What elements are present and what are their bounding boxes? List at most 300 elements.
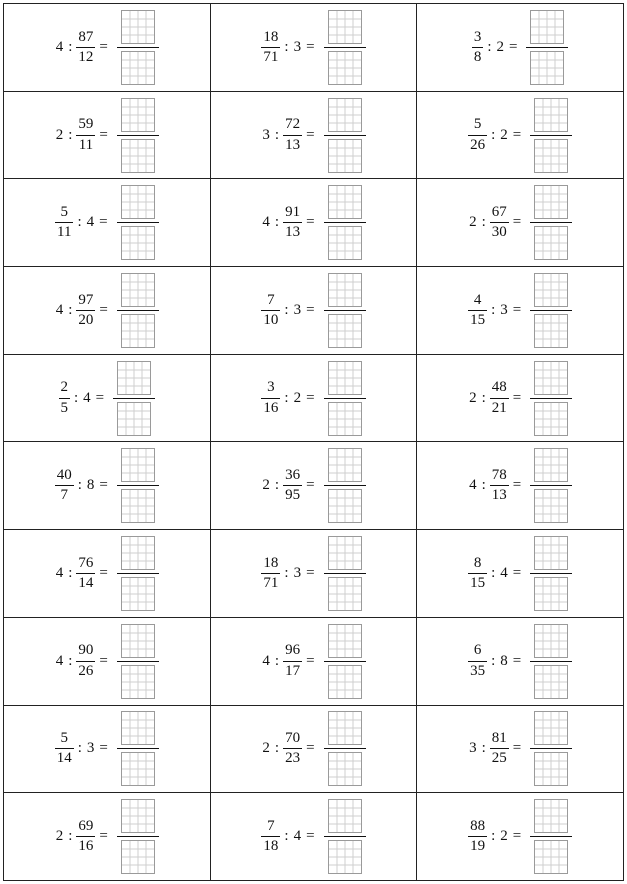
numerator: 67 — [491, 203, 507, 220]
numerator: 3 — [473, 28, 482, 45]
fraction — [283, 642, 302, 680]
division-sign: : — [284, 38, 289, 55]
problem-row — [4, 617, 624, 705]
fraction — [261, 818, 280, 856]
whole-number: 2 — [496, 38, 504, 55]
problem-cell — [4, 442, 211, 530]
denominator: 23 — [285, 750, 301, 767]
answer-fraction — [117, 10, 159, 85]
denominator-answer-box[interactable] — [121, 226, 155, 260]
denominator-answer-box[interactable] — [530, 51, 564, 85]
division-expression — [59, 361, 156, 436]
answer-fraction — [117, 98, 159, 173]
equals-sign: = — [512, 214, 522, 231]
division-expression — [468, 361, 572, 436]
fraction — [468, 555, 487, 593]
problem-row — [4, 179, 624, 267]
answer-fraction-bar — [117, 135, 159, 136]
numerator-answer-box[interactable] — [121, 448, 155, 482]
answer-fraction — [324, 711, 366, 786]
problem — [211, 355, 417, 441]
denominator: 71 — [263, 574, 279, 591]
answer-fraction-bar — [530, 398, 572, 399]
problem-cell — [417, 530, 624, 618]
denominator-answer-box[interactable] — [534, 314, 568, 348]
answer-fraction — [324, 98, 366, 173]
problem — [4, 267, 210, 353]
division-expression — [468, 536, 572, 611]
division-sign: : — [284, 564, 289, 581]
equals-sign: = — [306, 389, 315, 406]
denominator-answer-box[interactable] — [328, 226, 362, 260]
division-sign: : — [491, 301, 496, 318]
fraction — [76, 818, 95, 856]
answer-fraction — [530, 711, 572, 786]
answer-fraction — [530, 273, 572, 348]
whole-number: 2 — [262, 477, 270, 494]
answer-fraction — [117, 273, 159, 348]
answer-fraction-bar — [530, 135, 572, 136]
denominator-answer-box[interactable] — [328, 139, 362, 173]
fraction — [55, 730, 74, 768]
answer-fraction — [530, 98, 572, 173]
whole-number: 3 — [293, 301, 302, 318]
division-sign: : — [284, 828, 289, 845]
denominator: 30 — [491, 224, 507, 241]
division-sign: : — [491, 652, 496, 669]
denominator: 17 — [285, 662, 301, 679]
answer-fraction-bar — [530, 661, 572, 662]
problem-cell — [417, 617, 624, 705]
answer-fraction — [526, 10, 568, 85]
denominator-answer-box[interactable] — [121, 840, 155, 874]
equals-sign: = — [512, 477, 522, 494]
numerator: 48 — [491, 379, 507, 396]
division-sign: : — [74, 389, 79, 406]
denominator-answer-box[interactable] — [121, 139, 155, 173]
problem — [417, 180, 623, 266]
denominator: 13 — [285, 224, 301, 241]
whole-number: 4 — [500, 564, 508, 581]
problem-cell — [210, 91, 417, 179]
denominator-answer-box[interactable] — [328, 752, 362, 786]
answer-fraction — [530, 536, 572, 611]
fraction — [76, 555, 95, 593]
denominator-answer-box[interactable] — [328, 577, 362, 611]
numerator: 7 — [267, 291, 275, 308]
division-sign: : — [284, 389, 289, 406]
denominator-answer-box[interactable] — [534, 752, 568, 786]
numerator: 90 — [78, 642, 94, 659]
problem — [417, 443, 623, 529]
numerator-answer-box[interactable] — [121, 799, 155, 833]
answer-fraction-bar — [117, 748, 159, 749]
numerator-answer-box[interactable] — [121, 273, 155, 307]
equals-sign: = — [512, 126, 522, 143]
answer-fraction-bar — [117, 222, 159, 223]
equals-sign: = — [512, 740, 522, 757]
answer-fraction — [530, 799, 572, 874]
problem-cell — [4, 179, 211, 267]
numerator: 70 — [285, 730, 301, 747]
whole-number: 4 — [293, 828, 302, 845]
denominator-answer-box[interactable] — [328, 51, 362, 85]
denominator-answer-box[interactable] — [534, 226, 568, 260]
denominator: 20 — [78, 311, 94, 328]
answer-fraction-bar — [530, 748, 572, 749]
division-expression — [55, 185, 159, 260]
fraction — [261, 29, 280, 67]
answer-fraction-bar — [117, 836, 159, 837]
problem — [211, 618, 417, 704]
equals-sign: = — [99, 828, 108, 845]
equals-sign: = — [95, 389, 105, 406]
problem-row — [4, 442, 624, 530]
denominator-answer-box[interactable] — [117, 402, 151, 436]
division-expression — [261, 185, 365, 260]
denominator: 14 — [78, 574, 94, 591]
division-sign: : — [274, 126, 280, 143]
equals-sign: = — [509, 38, 518, 55]
numerator: 96 — [285, 642, 301, 659]
fraction — [261, 379, 280, 417]
numerator-answer-box[interactable] — [328, 273, 362, 307]
equals-sign: = — [306, 301, 315, 318]
problem-row — [4, 91, 624, 179]
division-expression — [261, 273, 365, 348]
answer-fraction-bar — [530, 310, 572, 311]
numerator-answer-box[interactable] — [121, 185, 155, 219]
problem-row — [4, 267, 624, 355]
problem-cell — [4, 91, 211, 179]
equals-sign: = — [512, 564, 522, 581]
division-sign: : — [77, 740, 82, 757]
division-sign: : — [481, 740, 486, 757]
denominator-answer-box[interactable] — [328, 840, 362, 874]
denominator-answer-box[interactable] — [328, 665, 362, 699]
numerator-answer-box[interactable] — [534, 361, 568, 395]
answer-fraction-bar — [530, 836, 572, 837]
division-expression — [55, 273, 159, 348]
problem — [4, 4, 210, 90]
numerator: 18 — [263, 554, 279, 571]
denominator: 13 — [491, 487, 507, 504]
whole-number: 2 — [55, 126, 64, 143]
numerator: 5 — [60, 730, 68, 747]
answer-fraction-bar — [324, 748, 366, 749]
denominator: 16 — [263, 399, 279, 416]
whole-number: 3 — [262, 126, 270, 143]
numerator-answer-box[interactable] — [530, 10, 564, 44]
answer-fraction — [117, 536, 159, 611]
equals-sign: = — [306, 38, 315, 55]
problem — [4, 443, 210, 529]
numerator: 78 — [491, 467, 507, 484]
denominator-answer-box[interactable] — [328, 314, 362, 348]
numerator-answer-box[interactable] — [328, 361, 362, 395]
division-sign: : — [487, 38, 492, 55]
fraction — [76, 116, 95, 154]
numerator-answer-box[interactable] — [534, 624, 568, 658]
division-sign: : — [481, 389, 486, 406]
numerator: 40 — [56, 467, 72, 484]
whole-number: 2 — [469, 214, 477, 231]
numerator-answer-box[interactable] — [121, 624, 155, 658]
denominator: 19 — [470, 838, 486, 855]
numerator: 8 — [473, 554, 482, 571]
problem-cell — [210, 530, 417, 618]
numerator: 2 — [60, 379, 68, 396]
numerator: 18 — [263, 28, 279, 45]
denominator-answer-box[interactable] — [328, 402, 362, 436]
division-expression — [468, 98, 572, 173]
answer-fraction-bar — [530, 485, 572, 486]
problem-cell — [210, 442, 417, 530]
answer-fraction — [530, 185, 572, 260]
whole-number: 2 — [500, 126, 508, 143]
problem-cell — [417, 91, 624, 179]
problem — [417, 618, 623, 704]
whole-number: 4 — [55, 38, 64, 55]
numerator-answer-box[interactable] — [534, 273, 568, 307]
problem — [211, 267, 417, 353]
division-sign: : — [68, 126, 73, 143]
division-sign: : — [284, 301, 289, 318]
problem-cell — [4, 617, 211, 705]
division-expression — [261, 536, 365, 611]
problem-cell — [210, 793, 417, 881]
denominator: 26 — [78, 662, 94, 679]
problem — [4, 706, 210, 792]
numerator-answer-box[interactable] — [534, 448, 568, 482]
numerator-answer-box[interactable] — [328, 448, 362, 482]
numerator-answer-box[interactable] — [121, 536, 155, 570]
numerator-answer-box[interactable] — [534, 711, 568, 745]
whole-number: 2 — [469, 389, 477, 406]
numerator: 76 — [78, 554, 94, 571]
numerator-answer-box[interactable] — [328, 10, 362, 44]
problem — [211, 180, 417, 266]
answer-fraction — [324, 799, 366, 874]
denominator: 25 — [491, 750, 507, 767]
division-expression — [468, 799, 572, 874]
answer-fraction-bar — [324, 485, 366, 486]
answer-fraction — [324, 185, 366, 260]
fraction — [490, 730, 509, 768]
problem — [4, 92, 210, 178]
division-sign: : — [68, 301, 73, 318]
denominator: 95 — [285, 487, 301, 504]
fraction — [490, 379, 509, 417]
fraction — [472, 29, 484, 67]
answer-fraction-bar — [324, 310, 366, 311]
fraction — [283, 730, 302, 768]
denominator: 26 — [470, 136, 486, 153]
numerator-answer-box[interactable] — [534, 536, 568, 570]
numerator: 88 — [470, 817, 486, 834]
answer-fraction-bar — [324, 135, 366, 136]
problem-cell — [417, 793, 624, 881]
answer-fraction — [117, 624, 159, 699]
answer-fraction — [117, 799, 159, 874]
problem-cell — [417, 354, 624, 442]
division-expression — [468, 448, 572, 523]
problem — [4, 530, 210, 616]
equals-sign: = — [99, 652, 108, 669]
numerator: 6 — [473, 642, 482, 659]
problem-row — [4, 4, 624, 92]
answer-fraction — [324, 10, 366, 85]
problem-cell — [417, 442, 624, 530]
division-expression — [472, 10, 569, 85]
division-expression — [261, 10, 365, 85]
equals-sign: = — [99, 126, 108, 143]
fraction — [490, 204, 509, 242]
denominator: 12 — [78, 48, 94, 65]
problem — [417, 92, 623, 178]
numerator-answer-box[interactable] — [328, 185, 362, 219]
numerator-answer-box[interactable] — [534, 98, 568, 132]
denominator-answer-box[interactable] — [534, 577, 568, 611]
problem — [211, 4, 417, 90]
numerator: 36 — [285, 467, 301, 484]
problem-cell — [210, 705, 417, 793]
numerator: 91 — [285, 203, 301, 220]
fraction — [261, 292, 280, 330]
whole-number: 4 — [55, 652, 64, 669]
problem-cell — [417, 179, 624, 267]
answer-fraction-bar — [117, 573, 159, 574]
division-sign: : — [274, 214, 280, 231]
denominator-answer-box[interactable] — [328, 489, 362, 523]
division-sign: : — [274, 740, 280, 757]
whole-number: 3 — [469, 740, 477, 757]
answer-fraction-bar — [324, 47, 366, 48]
problem — [417, 794, 623, 880]
fraction — [76, 292, 95, 330]
fraction — [283, 467, 302, 505]
whole-number: 4 — [86, 214, 95, 231]
fraction — [490, 467, 509, 505]
equals-sign: = — [512, 389, 522, 406]
denominator: 8 — [473, 48, 482, 65]
whole-number: 2 — [55, 828, 64, 845]
answer-fraction — [324, 273, 366, 348]
problem-cell — [210, 4, 417, 92]
denominator-answer-box[interactable] — [121, 51, 155, 85]
answer-fraction-bar — [117, 661, 159, 662]
equals-sign: = — [99, 38, 108, 55]
problem-cell — [210, 267, 417, 355]
whole-number: 4 — [469, 477, 477, 494]
denominator-answer-box[interactable] — [121, 489, 155, 523]
answer-fraction-bar — [117, 485, 159, 486]
fraction — [283, 204, 302, 242]
answer-fraction — [530, 624, 572, 699]
numerator-answer-box[interactable] — [121, 98, 155, 132]
numerator-answer-box[interactable] — [121, 711, 155, 745]
equals-sign: = — [99, 477, 108, 494]
denominator-answer-box[interactable] — [534, 665, 568, 699]
numerator-answer-box[interactable] — [121, 10, 155, 44]
problem — [4, 794, 210, 880]
numerator-answer-box[interactable] — [328, 799, 362, 833]
problem-cell — [4, 354, 211, 442]
denominator: 11 — [78, 136, 94, 153]
fraction — [76, 642, 95, 680]
whole-number: 3 — [293, 564, 302, 581]
equals-sign: = — [306, 740, 315, 757]
whole-number: 4 — [83, 389, 91, 406]
division-sign: : — [274, 652, 280, 669]
answer-fraction-bar — [324, 836, 366, 837]
equals-sign: = — [306, 564, 315, 581]
denominator-answer-box[interactable] — [121, 314, 155, 348]
problem — [417, 4, 623, 90]
division-expression — [468, 711, 572, 786]
problem — [211, 530, 417, 616]
whole-number: 8 — [500, 652, 508, 669]
denominator-answer-box[interactable] — [534, 402, 568, 436]
equals-sign: = — [99, 564, 108, 581]
numerator-answer-box[interactable] — [534, 799, 568, 833]
problem — [4, 355, 210, 441]
equals-sign: = — [306, 652, 315, 669]
equals-sign: = — [99, 740, 108, 757]
denominator: 11 — [57, 224, 72, 241]
division-expression — [261, 711, 365, 786]
worksheet-table — [3, 3, 624, 881]
numerator-answer-box[interactable] — [328, 536, 362, 570]
problem — [417, 355, 623, 441]
numerator-answer-box[interactable] — [328, 98, 362, 132]
equals-sign: = — [512, 828, 522, 845]
whole-number: 3 — [86, 740, 95, 757]
equals-sign: = — [512, 652, 522, 669]
fraction — [468, 292, 487, 330]
numerator-answer-box[interactable] — [117, 361, 151, 395]
fraction — [283, 116, 302, 154]
problem — [417, 530, 623, 616]
numerator-answer-box[interactable] — [328, 624, 362, 658]
denominator-answer-box[interactable] — [121, 665, 155, 699]
division-sign: : — [68, 652, 73, 669]
division-expression — [55, 536, 159, 611]
division-sign: : — [491, 126, 496, 143]
answer-fraction — [117, 711, 159, 786]
numerator-answer-box[interactable] — [328, 711, 362, 745]
denominator: 18 — [263, 838, 279, 855]
denominator: 15 — [470, 574, 486, 591]
denominator: 15 — [470, 311, 486, 328]
problem — [211, 92, 417, 178]
worksheet-body — [4, 4, 624, 881]
numerator: 4 — [473, 291, 482, 308]
fraction — [55, 467, 74, 505]
denominator: 13 — [285, 136, 301, 153]
denominator-answer-box[interactable] — [534, 139, 568, 173]
problem-cell — [4, 705, 211, 793]
fraction — [468, 116, 487, 154]
denominator-answer-box[interactable] — [534, 840, 568, 874]
denominator: 10 — [263, 311, 279, 328]
problem-row — [4, 705, 624, 793]
numerator-answer-box[interactable] — [534, 185, 568, 219]
denominator-answer-box[interactable] — [534, 489, 568, 523]
problem — [417, 267, 623, 353]
denominator-answer-box[interactable] — [121, 577, 155, 611]
denominator-answer-box[interactable] — [121, 752, 155, 786]
